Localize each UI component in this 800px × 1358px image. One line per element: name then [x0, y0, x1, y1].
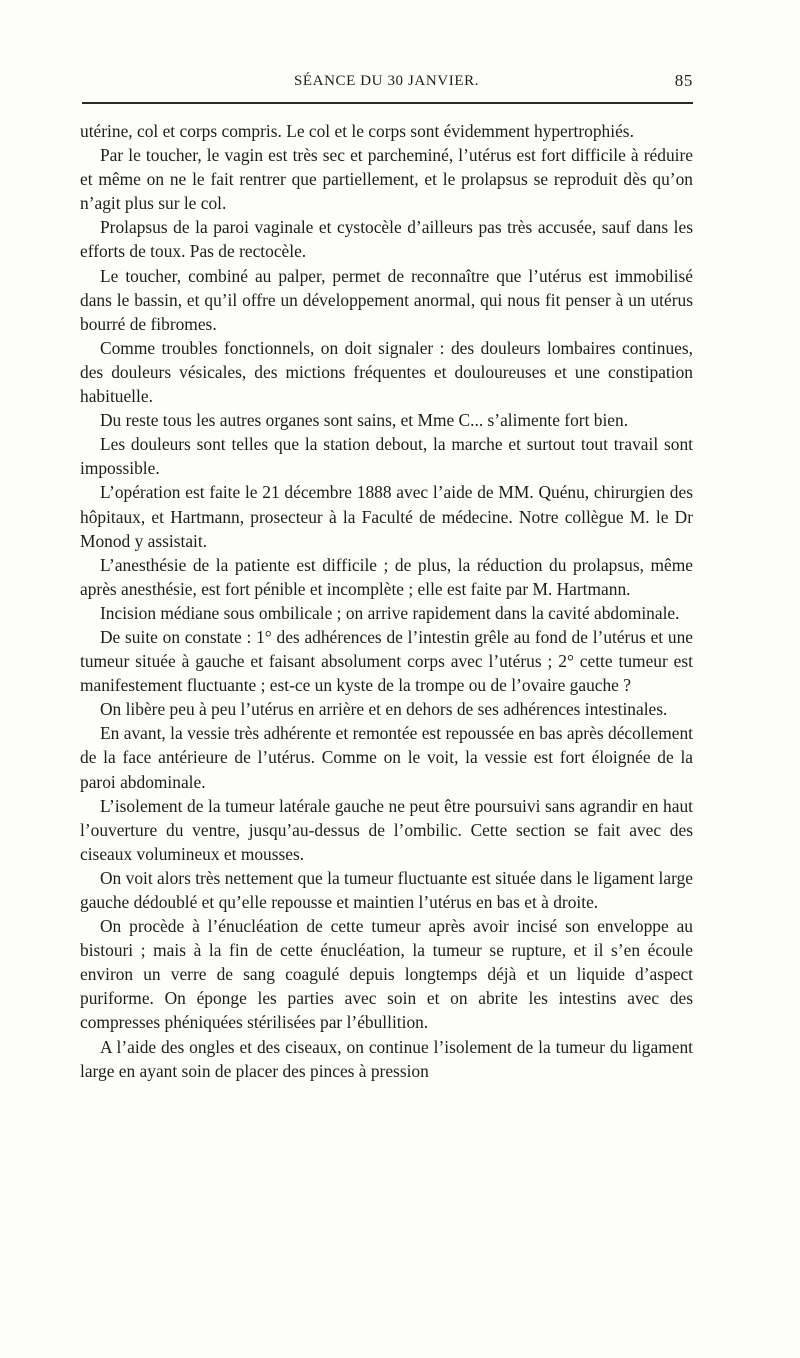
paragraph: Prolapsus de la paroi vaginale et cystocèle d’ailleurs pas très accusée, sauf dans les efforts de toux. Pas de rectocèle. — [80, 217, 693, 262]
paragraph: Par le toucher, le vagin est très sec et parcheminé, l’utérus est fort difficile à réduire et même on ne le fait rentrer que partiellement, et le prolapsus se reproduit dès qu’on n’agit plus sur le col. — [80, 145, 693, 214]
paragraph: A l’aide des ongles et des ciseaux, on continue l’isolement de la tumeur du ligament large en ayant soin de placer des pinces à pression — [80, 1036, 693, 1081]
paragraph: L’anesthésie de la patiente est difficile ; de plus, la réduction du prolapsus, même après anesthésie, est fort pénible et incomplète ; elle est faite par M. Hartmann. — [80, 554, 693, 599]
book-page — [80, 60, 693, 1083]
paragraph: Le toucher, combiné au palper, permet de reconnaître que l’utérus est immobilisé dans le bassin, et qu’il offre un développement anormal, qui nous fit penser à un utérus bourré de fibromes. — [80, 265, 693, 334]
paragraph: On voit alors très nettement que la tumeur fluctuante est située dans le ligament large gauche dédoublé et qu’elle repousse et maintien l’utérus en bas et à droite. — [80, 867, 693, 912]
paragraph: On procède à l’énucléation de cette tumeur après avoir incisé son enveloppe au bistouri ; mais à la fin de cette énucléation, la tumeur se rupture, et il s’en écoule environ un verre de sang coagulé depuis longtemps déjà et un liquide d’aspect puriforme. On éponge les parties avec soin et on abrite les intestins avec des compresses phéniquées stérilisées par l’ébullition. — [80, 916, 693, 1033]
running-header — [80, 60, 693, 96]
paragraph: L’opération est faite le 21 décembre 1888 avec l’aide de MM. Quénu, chirurgien des hôpitaux, et Hartmann, prosecteur à la Faculté de médecine. Notre collègue M. le Dr Monod y assistait. — [80, 482, 693, 551]
paragraph: Comme troubles fonctionnels, on doit signaler : des douleurs lombaires continues, des douleurs vésicales, des mictions fréquentes et douloureuses et une constipation habituelle. — [80, 337, 693, 407]
paragraph: Du reste tous les autres organes sont sains, et Mme C... s’alimente fort bien. — [100, 410, 629, 431]
running-title: SÉANCE DU 30 JANVIER. — [293, 73, 480, 89]
paragraph: utérine, col et corps compris. Le col et le corps sont évidemment hypertrophiés. — [80, 121, 634, 141]
header-rule — [82, 102, 693, 104]
page-number: 85 — [674, 71, 693, 90]
paragraph: De suite on constate : 1° des adhérences de l’intestin grêle au fond de l’utérus et une tumeur située à gauche et faisant absolument corps avec l’utérus ; 2° cette tumeur est manifestement fluctuante ; est-ce un kyste de la trompe ou de l’ovaire gauche ? — [80, 626, 693, 696]
paragraph: Les douleurs sont telles que la station debout, la marche et surtout tout travail sont impossible. — [80, 434, 693, 479]
paragraph: En avant, la vessie très adhérente et remontée est repoussée en bas après décollement de la face antérieure de l’utérus. Comme on le voit, la vessie est fort éloignée de la paroi abdominale. — [80, 723, 693, 792]
paragraph: On libère peu à peu l’utérus en arrière et en dehors de ses adhérences intestinales. — [100, 699, 668, 720]
body-text — [80, 119, 693, 1083]
paragraph: Incision médiane sous ombilicale ; on arrive rapidement dans la cavité abdominale. — [100, 602, 680, 623]
paragraph: L’isolement de la tumeur latérale gauche ne peut être poursuivi sans agrandir en haut l’ouverture du ventre, jusqu’au-dessus de l’ombilic. Cette section se fait avec des ciseaux volumineux et mousses. — [80, 795, 693, 864]
